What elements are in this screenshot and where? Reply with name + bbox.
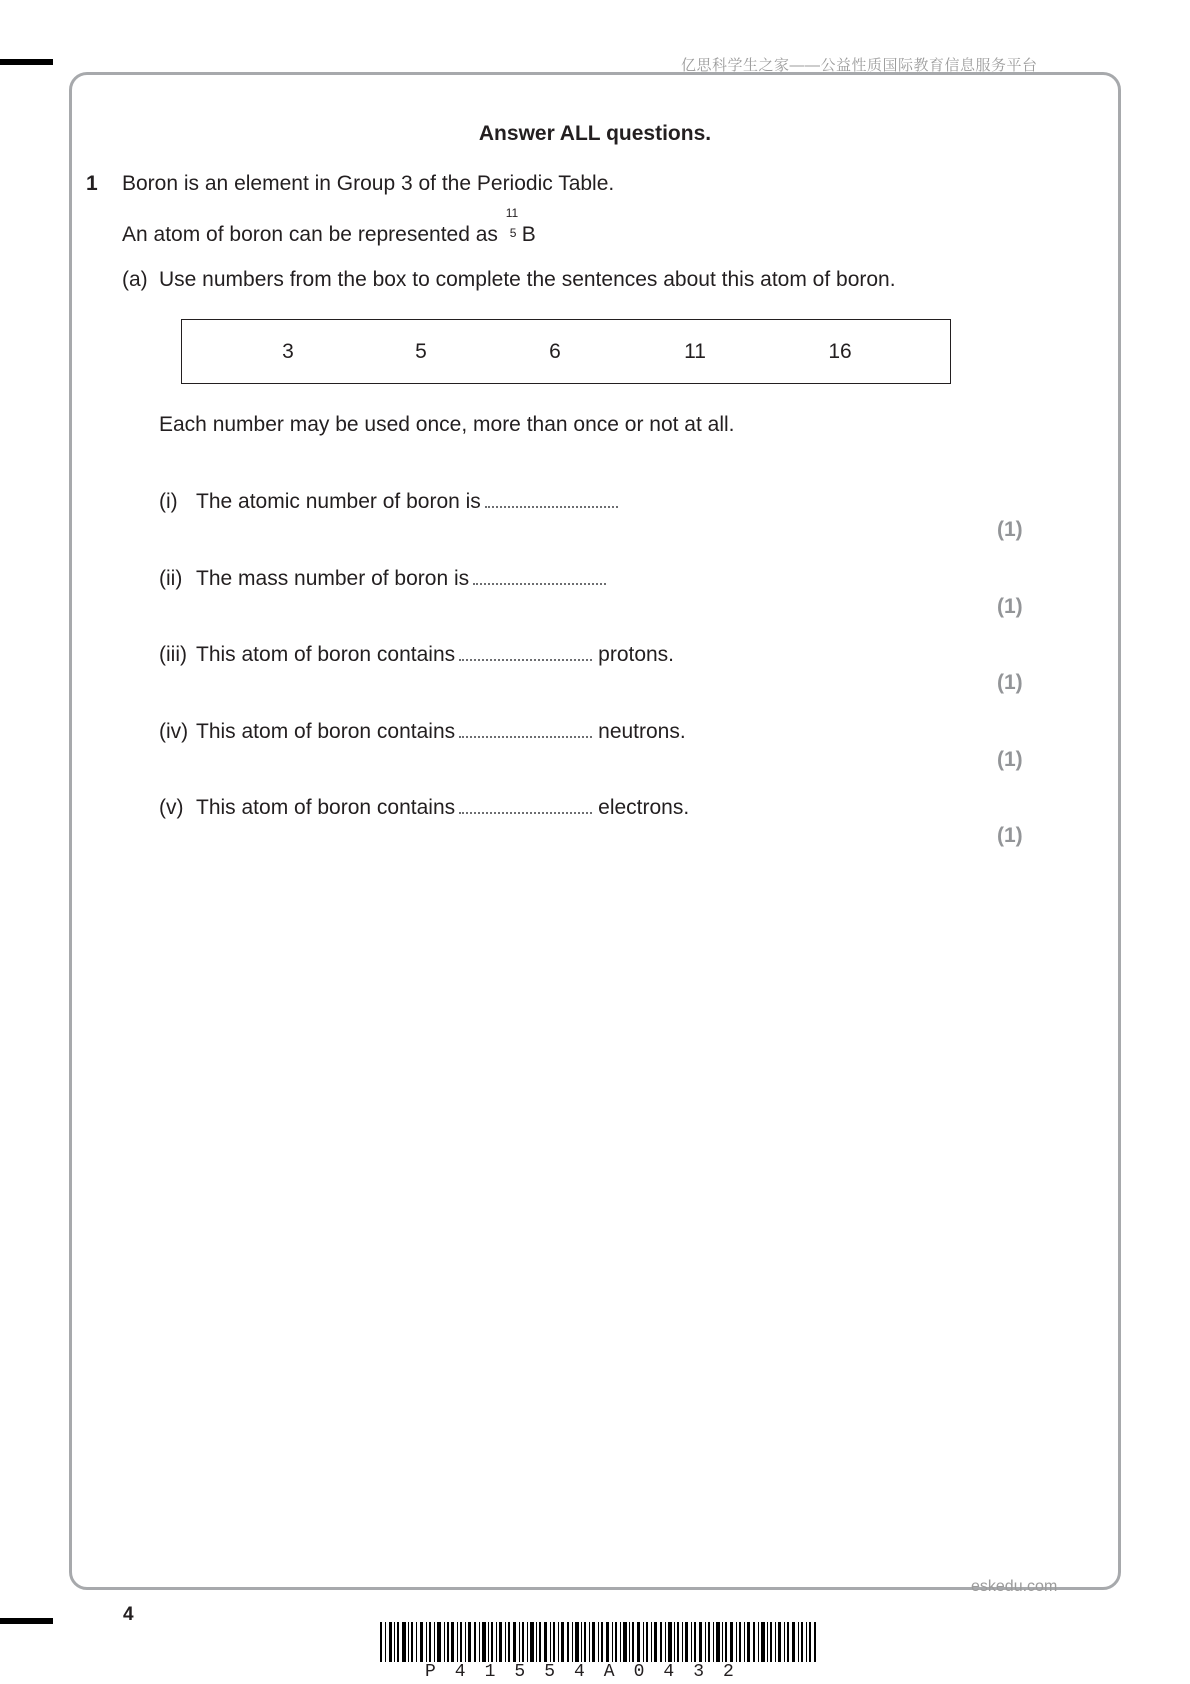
mark-allocation: (1): [997, 595, 1023, 618]
instructions-heading: Answer ALL questions.: [478, 122, 712, 145]
footer-watermark: eskedu.com: [971, 1578, 1058, 1595]
item-v: [159, 796, 689, 820]
item-label: (iv): [159, 720, 189, 743]
mark-allocation: (1): [997, 671, 1023, 694]
part-a-prompt: Use numbers from the box to complete the sentences about this atom of boron.: [159, 268, 896, 291]
item-text: The mass number of boron is: [196, 567, 470, 590]
part-a-label: (a): [122, 268, 148, 291]
isotope-notation: [504, 206, 522, 241]
isotope-symbol: B: [521, 223, 536, 246]
isotope-mass-number: 11: [505, 206, 519, 220]
item-text: This atom of boron contains: [196, 643, 456, 666]
mark-allocation: (1): [997, 824, 1023, 847]
item-text: This atom of boron contains: [196, 796, 456, 819]
usage-note: Each number may be used once, more than once or not at all.: [159, 413, 735, 436]
answer-blank[interactable]: [459, 655, 592, 661]
represent-line: [122, 206, 536, 247]
box-number: 11: [684, 340, 706, 363]
item-label: (i): [159, 490, 178, 513]
item-text-after: electrons.: [598, 796, 690, 819]
box-number: 5: [415, 340, 427, 363]
box-number: 16: [828, 340, 852, 363]
page-number: 4: [123, 1604, 134, 1625]
barcode: [380, 1622, 816, 1662]
answer-blank[interactable]: [473, 579, 606, 585]
mark-allocation: (1): [997, 748, 1023, 771]
item-iv: [159, 720, 686, 744]
item-label: (ii): [159, 567, 183, 590]
answer-blank[interactable]: [485, 502, 618, 508]
number-box: [181, 319, 951, 384]
represent-text: An atom of boron can be represented as: [122, 223, 498, 246]
answer-blank[interactable]: [459, 808, 592, 814]
registration-mark-bottom: [0, 1618, 53, 1624]
item-ii: [159, 567, 612, 591]
item-text: This atom of boron contains: [196, 720, 456, 743]
item-label: (iii): [159, 643, 187, 666]
item-iii: [159, 643, 674, 667]
item-label: (v): [159, 796, 184, 819]
mark-allocation: (1): [997, 518, 1023, 541]
header-watermark: 亿思科学生之家——公益性质国际教育信息服务平台: [681, 57, 1038, 74]
registration-mark-top: [0, 59, 53, 65]
isotope-atomic-number: 5: [509, 226, 517, 240]
question-intro: Boron is an element in Group 3 of the Periodic Table.: [122, 172, 615, 195]
item-text-after: protons.: [598, 643, 675, 666]
item-text: The atomic number of boron is: [196, 490, 481, 513]
box-number: 6: [549, 340, 561, 363]
question-number: 1: [86, 172, 98, 195]
page-frame: [69, 72, 1121, 1590]
item-text-after: neutrons.: [598, 720, 686, 743]
box-number: 3: [282, 340, 294, 363]
item-i: [159, 490, 624, 514]
answer-blank[interactable]: [459, 732, 592, 738]
barcode-text: P41554A0432: [425, 1662, 753, 1682]
